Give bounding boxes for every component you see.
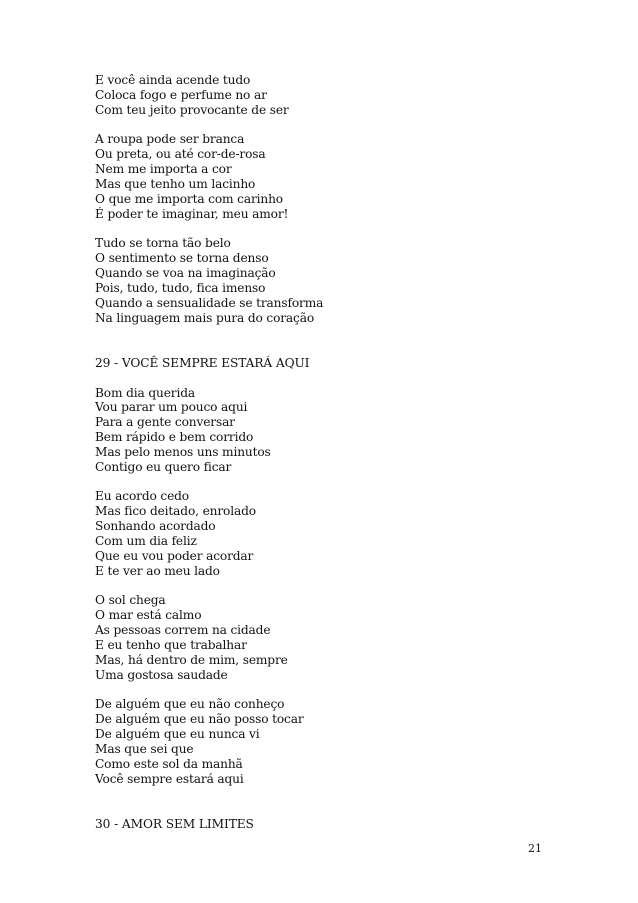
stanza	[95, 489, 555, 578]
poem-line: Contigo eu quero ficar	[95, 460, 232, 475]
poem-line: Coloca fogo e perfume no ar	[95, 87, 267, 102]
poem-line: Quando a sensualidade se transforma	[95, 295, 324, 310]
poem-line: A roupa pode ser branca	[95, 132, 245, 147]
poem-line: As pessoas correm na cidade	[95, 623, 271, 638]
poem-line: O mar está calmo	[95, 608, 202, 623]
poem-line: É poder te imaginar, meu amor!	[95, 206, 289, 221]
poem-line: Na linguagem mais pura do coração	[95, 310, 315, 325]
poem-heading-block	[95, 817, 555, 832]
poem-line: Você sempre estará aqui	[95, 771, 244, 786]
poem-line: Mas que tenho um lacinho	[95, 176, 256, 191]
poem-line: Vou parar um pouco aqui	[95, 400, 248, 415]
poem-heading-block	[95, 356, 555, 371]
poem-line: Mas, há dentro de mim, sempre	[95, 653, 288, 667]
poem-line: Mas que sei que	[95, 742, 194, 757]
poem-line: O sentimento se torna denso	[95, 251, 269, 266]
poem-line: Tudo se torna tão belo	[95, 236, 231, 251]
poem-line: O que me importa com carinho	[95, 191, 283, 206]
poem-line: Bem rápido e bem corrido	[95, 430, 254, 445]
document-page	[95, 73, 555, 847]
section-spacer	[95, 801, 555, 817]
section-spacer	[95, 340, 555, 356]
poem-line: E te ver ao meu lado	[95, 563, 220, 578]
page-number: 21	[528, 842, 542, 855]
poem-line: Com teu jeito provocante de ser	[95, 102, 289, 117]
stanza	[95, 236, 555, 325]
stanza	[95, 593, 555, 682]
poem-line: Sonhando acordado	[95, 519, 216, 534]
poem-line: Nem me importa a cor	[95, 162, 232, 177]
poem-line: E eu tenho que trabalhar	[95, 638, 247, 653]
poem-line: Mas pelo menos uns minutos	[95, 445, 271, 460]
stanza	[95, 697, 555, 786]
poem-title: 29 - VOCÊ SEMPRE ESTARÁ AQUI	[95, 356, 310, 371]
poem-line: De alguém que eu não conheço	[95, 697, 285, 712]
poem-line: Eu acordo cedo	[95, 489, 189, 504]
poem-line: Com um dia feliz	[95, 534, 197, 549]
poem-line: Pois, tudo, tudo, fica imenso	[95, 280, 266, 295]
poem-line: O sol chega	[95, 593, 166, 608]
poem-line: Quando se voa na imaginação	[95, 265, 276, 280]
poem-line: Ou preta, ou até cor-de-rosa	[95, 147, 266, 162]
stanza	[95, 132, 555, 221]
poem-line: Como este sol da manhã	[95, 756, 243, 771]
poem-line: Para a gente conversar	[95, 415, 235, 430]
poem-line: E você ainda acende tudo	[95, 73, 251, 87]
poem-line: Que eu vou poder acordar	[95, 549, 254, 564]
poem-line: Mas fico deitado, enrolado	[95, 504, 256, 519]
poem-line: Uma gostosa saudade	[95, 667, 228, 682]
poem-line: De alguém que eu não posso tocar	[95, 712, 304, 727]
poem-title: 30 - AMOR SEM LIMITES	[95, 817, 254, 832]
poem-line: De alguém que eu nunca vi	[95, 727, 260, 742]
poem-line: Bom dia querida	[95, 385, 195, 400]
stanza	[95, 386, 555, 475]
stanza	[95, 73, 555, 118]
